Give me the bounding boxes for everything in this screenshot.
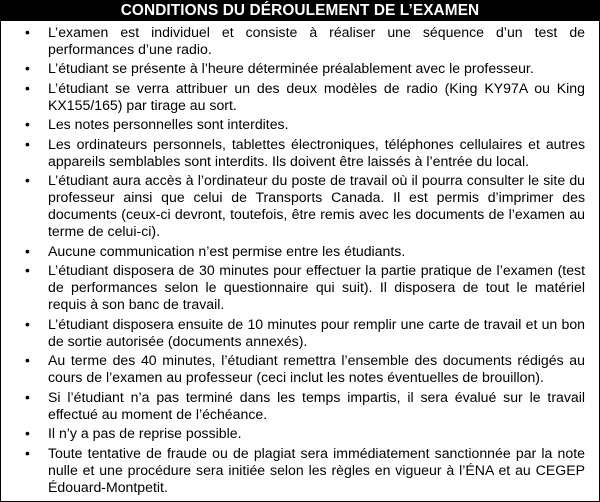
list-item-text: Il n’y a pas de reprise possible. (48, 425, 242, 442)
list-item (25, 135, 585, 170)
bullet-icon: • (25, 444, 30, 461)
bullet-icon: • (25, 388, 30, 405)
list-item-text: L’étudiant disposera de 30 minutes pour effectuer la partie pratique de l’examen (test de performances selon le questionnaire qui suit). Il disposera de tout le matériel requis à son banc de travail. (48, 262, 585, 313)
bullet-icon: • (25, 79, 30, 96)
bullet-icon: • (25, 24, 30, 40)
bullet-icon: • (25, 242, 30, 259)
list-item (25, 79, 585, 114)
conditions-list (1, 21, 599, 496)
bullet-icon: • (25, 172, 30, 189)
list-item-text: L’étudiant se verra attribuer un des deux modèles de radio (King KY97A ou King KX155/165) par tirage au sort. (48, 79, 585, 113)
list-item-text: L’examen est individuel et consiste à réaliser une séquence d’un test de performances d’une radio. (48, 24, 585, 58)
list-item-text: L’étudiant aura accès à l’ordinateur du poste de travail où il pourra consulter le site du professeur ainsi que celui de Transports Canada. Il est permis d’imprimer des documents (ceux-ci devront, toutefois, être remis avec les documents de l’examen au terme de celui-ci). (48, 172, 585, 240)
list-item (25, 116, 585, 133)
list-item (25, 352, 585, 386)
bullet-icon: • (25, 352, 30, 369)
list-item (25, 425, 585, 442)
list-item (25, 388, 585, 423)
list-item (25, 444, 585, 496)
list-item-text: Au terme des 40 minutes, l’étudiant remettra l’ensemble des documents rédigés au cours de l’examen au professeur (ceci inclut les notes éventuelles de brouillon). (48, 352, 585, 386)
bullet-icon: • (25, 315, 30, 332)
bullet-icon: • (25, 262, 30, 279)
list-item (25, 262, 585, 313)
list-item-text: Si l’étudiant n’a pas terminé dans les temps impartis, il sera évalué sur le travail effectué au moment de l’échéance. (48, 388, 585, 422)
bullet-icon: • (25, 425, 30, 442)
bullet-icon: • (25, 116, 30, 133)
bullet-icon: • (25, 60, 30, 77)
list-item-text: Aucune communication n’est permise entre les étudiants. (48, 242, 406, 259)
list-item (25, 60, 585, 77)
list-item (25, 24, 585, 58)
list-item-text: L’étudiant disposera ensuite de 10 minutes pour remplir une carte de travail et un bon de sortie autorisée (documents annexés). (48, 315, 585, 349)
bullet-icon: • (25, 135, 30, 152)
list-item (25, 315, 585, 350)
list-item (25, 242, 585, 260)
section-title: CONDITIONS DU DÉROULEMENT DE L’EXAMEN (1, 1, 599, 21)
list-item-text: Les ordinateurs personnels, tablettes électroniques, téléphones cellulaires et autres appareils semblables sont interdits. Ils doivent être laissés à l’entrée du local. (48, 135, 585, 169)
list-item-text: Toute tentative de fraude ou de plagiat sera immédiatement sanctionnée par la note nulle et une procédure sera initiée selon les règles en vigueur à l’ÉNA et au CEGEP Édouard-Montpetit. (48, 444, 585, 495)
list-item-text: L’étudiant se présente à l’heure déterminée préalablement avec le professeur. (48, 60, 534, 77)
list-item (25, 172, 585, 240)
list-item-text: Les notes personnelles sont interdites. (48, 116, 289, 133)
